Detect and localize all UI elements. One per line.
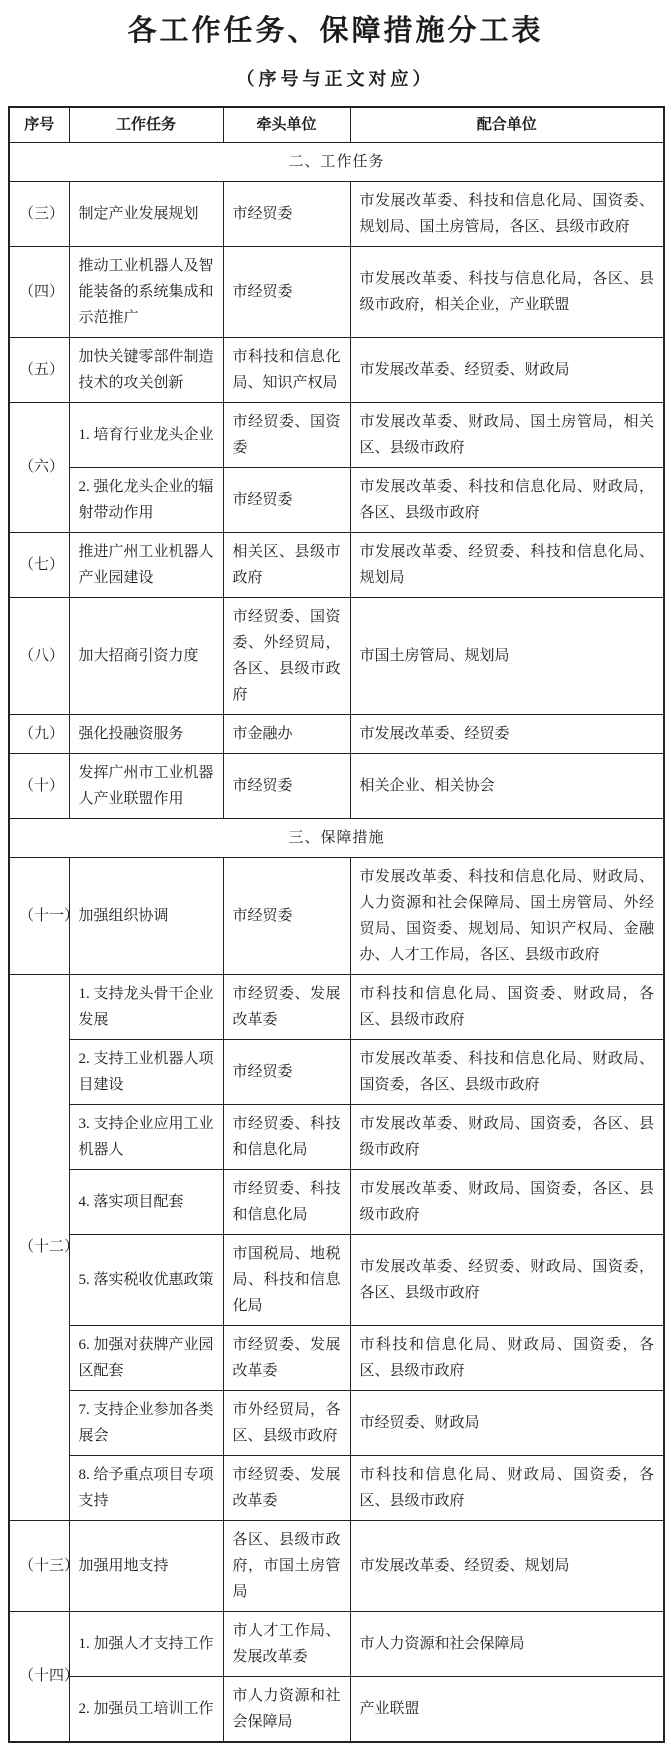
task-cell: 4. 落实项目配套	[69, 1169, 223, 1234]
section-row	[9, 142, 664, 181]
support-unit-cell: 市科技和信息化局、财政局、国资委，各区、县级市政府	[350, 1325, 664, 1390]
table-row	[9, 1455, 664, 1520]
table-row	[9, 857, 664, 974]
table-body	[9, 142, 664, 1742]
lead-unit-cell: 市经贸委、国资委、外经贸局，各区、县级市政府	[223, 597, 350, 714]
table-row	[9, 1325, 664, 1390]
table-row	[9, 974, 664, 1039]
row-number-cell: （三）	[9, 181, 69, 246]
table-row	[9, 1104, 664, 1169]
table-row	[9, 1390, 664, 1455]
support-unit-cell: 市发展改革委、财政局、国土房管局，相关区、县级市政府	[350, 402, 664, 467]
task-cell: 6. 加强对获牌产业园区配套	[69, 1325, 223, 1390]
task-cell: 2. 加强员工培训工作	[69, 1676, 223, 1742]
table-row	[9, 246, 664, 337]
support-unit-cell: 产业联盟	[350, 1676, 664, 1742]
support-unit-cell: 市发展改革委、科技和信息化局、财政局、国资委，各区、县级市政府	[350, 1039, 664, 1104]
row-number-cell: （十一）	[9, 857, 69, 974]
task-cell: 1. 支持龙头骨干企业发展	[69, 974, 223, 1039]
support-unit-cell: 市发展改革委、经贸委、规划局	[350, 1520, 664, 1611]
table-row	[9, 1676, 664, 1742]
lead-unit-cell: 市经贸委	[223, 246, 350, 337]
lead-unit-cell: 市经贸委、科技和信息化局	[223, 1104, 350, 1169]
support-unit-cell: 市发展改革委、经贸委、科技和信息化局、规划局	[350, 532, 664, 597]
support-unit-cell: 市科技和信息化局、财政局、国资委，各区、县级市政府	[350, 1455, 664, 1520]
task-cell: 加强用地支持	[69, 1520, 223, 1611]
support-unit-cell: 市发展改革委、财政局、国资委，各区、县级市政府	[350, 1104, 664, 1169]
assignments-table	[8, 106, 665, 1743]
lead-unit-cell: 市外经贸局，各区、县级市政府	[223, 1390, 350, 1455]
task-cell: 1. 培育行业龙头企业	[69, 402, 223, 467]
lead-unit-cell: 市经贸委	[223, 1039, 350, 1104]
table-row	[9, 1039, 664, 1104]
task-cell: 强化投融资服务	[69, 714, 223, 753]
task-cell: 加快关键零部件制造技术的攻关创新	[69, 337, 223, 402]
support-unit-cell: 市发展改革委、经贸委、财政局	[350, 337, 664, 402]
lead-unit-cell: 市经贸委、发展改革委	[223, 974, 350, 1039]
lead-unit-cell: 市人才工作局、发展改革委	[223, 1611, 350, 1676]
header-task: 工作任务	[69, 107, 223, 143]
row-number-cell: （六）	[9, 402, 69, 532]
table-row	[9, 402, 664, 467]
lead-unit-cell: 市经贸委	[223, 753, 350, 818]
support-unit-cell: 市发展改革委、科技和信息化局、财政局、人力资源和社会保障局、国土房管局、外经贸局、国资委、规划局、知识产权局、金融办、人才工作局，各区、县级市政府	[350, 857, 664, 974]
support-unit-cell: 市经贸委、财政局	[350, 1390, 664, 1455]
section-row	[9, 818, 664, 857]
support-unit-cell: 市科技和信息化局、国资委、财政局，各区、县级市政府	[350, 974, 664, 1039]
row-number-cell: （十二）	[9, 974, 69, 1520]
row-number-cell: （八）	[9, 597, 69, 714]
task-cell: 发挥广州市工业机器人产业联盟作用	[69, 753, 223, 818]
lead-unit-cell: 市经贸委	[223, 181, 350, 246]
lead-unit-cell: 市经贸委、发展改革委	[223, 1325, 350, 1390]
table-row	[9, 181, 664, 246]
row-number-cell: （四）	[9, 246, 69, 337]
lead-unit-cell: 市经贸委、科技和信息化局	[223, 1169, 350, 1234]
support-unit-cell: 市发展改革委、经贸委、财政局、国资委，各区、县级市政府	[350, 1234, 664, 1325]
support-unit-cell: 市国土房管局、规划局	[350, 597, 664, 714]
table-row	[9, 753, 664, 818]
lead-unit-cell: 相关区、县级市政府	[223, 532, 350, 597]
row-number-cell: （五）	[9, 337, 69, 402]
support-unit-cell: 市发展改革委、财政局、国资委，各区、县级市政府	[350, 1169, 664, 1234]
row-number-cell: （十）	[9, 753, 69, 818]
table-row	[9, 1611, 664, 1676]
support-unit-cell: 市人力资源和社会保障局	[350, 1611, 664, 1676]
table-row	[9, 532, 664, 597]
page-title: 各工作任务、保障措施分工表	[127, 15, 544, 47]
section-label: 三、保障措施	[9, 818, 664, 857]
task-cell: 7. 支持企业参加各类展会	[69, 1390, 223, 1455]
task-cell: 5. 落实税收优惠政策	[69, 1234, 223, 1325]
table-row	[9, 337, 664, 402]
lead-unit-cell: 市经贸委	[223, 857, 350, 974]
header-support-unit: 配合单位	[350, 107, 664, 143]
table-row	[9, 1234, 664, 1325]
lead-unit-cell: 市经贸委、发展改革委	[223, 1455, 350, 1520]
table-row	[9, 467, 664, 532]
task-cell: 推进广州工业机器人产业园建设	[69, 532, 223, 597]
lead-unit-cell: 市科技和信息化局、知识产权局	[223, 337, 350, 402]
task-cell: 1. 加强人才支持工作	[69, 1611, 223, 1676]
row-number-cell: （七）	[9, 532, 69, 597]
task-cell: 3. 支持企业应用工业机器人	[69, 1104, 223, 1169]
row-number-cell: （九）	[9, 714, 69, 753]
support-unit-cell: 市发展改革委、经贸委	[350, 714, 664, 753]
lead-unit-cell: 市经贸委、国资委	[223, 402, 350, 467]
task-cell: 推动工业机器人及智能装备的系统集成和示范推广	[69, 246, 223, 337]
row-number-cell: （十三）	[9, 1520, 69, 1611]
lead-unit-cell: 市金融办	[223, 714, 350, 753]
lead-unit-cell: 市国税局、地税局、科技和信息化局	[223, 1234, 350, 1325]
support-unit-cell: 相关企业、相关协会	[350, 753, 664, 818]
support-unit-cell: 市发展改革委、科技和信息化局、国资委、规划局、国土房管局，各区、县级市政府	[350, 181, 664, 246]
table-row	[9, 1169, 664, 1234]
table-header-row	[9, 107, 664, 143]
support-unit-cell: 市发展改革委、科技与信息化局，各区、县级市政府，相关企业，产业联盟	[350, 246, 664, 337]
task-cell: 加强组织协调	[69, 857, 223, 974]
header-no: 序号	[9, 107, 69, 143]
row-number-cell: （十四）	[9, 1611, 69, 1742]
page-subtitle: （序号与正文对应）	[236, 68, 435, 89]
lead-unit-cell: 市人力资源和社会保障局	[223, 1676, 350, 1742]
table-row	[9, 1520, 664, 1611]
task-cell: 8. 给予重点项目专项支持	[69, 1455, 223, 1520]
header-lead-unit: 牵头单位	[223, 107, 350, 143]
lead-unit-cell: 各区、县级市政府，市国土房管局	[223, 1520, 350, 1611]
table-row	[9, 597, 664, 714]
task-cell: 制定产业发展规划	[69, 181, 223, 246]
task-cell: 2. 支持工业机器人项目建设	[69, 1039, 223, 1104]
table-row	[9, 714, 664, 753]
support-unit-cell: 市发展改革委、科技和信息化局、财政局，各区、县级市政府	[350, 467, 664, 532]
section-label: 二、工作任务	[9, 142, 664, 181]
task-cell: 加大招商引资力度	[69, 597, 223, 714]
lead-unit-cell: 市经贸委	[223, 467, 350, 532]
task-cell: 2. 强化龙头企业的辐射带动作用	[69, 467, 223, 532]
